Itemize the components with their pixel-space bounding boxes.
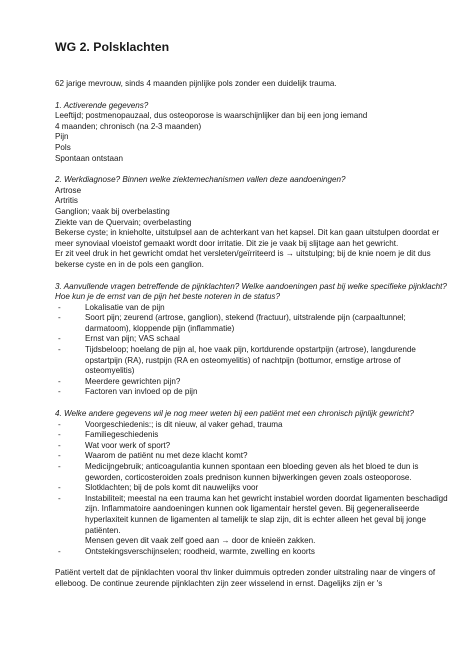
list-item: - Voorgeschiedenis:; is dit nieuw, al vaker gehad, trauma	[58, 419, 283, 429]
question-1: 1. Activerende gegevens?	[55, 100, 149, 110]
dash-bullet: -	[58, 313, 61, 323]
section1-line: Pijn	[55, 132, 69, 142]
dash-bullet: -	[58, 334, 61, 344]
dash-bullet: -	[58, 451, 61, 461]
section1-line: Leeftijd; postmenopauzaal, dus osteoporose is waarschijnlijker dan bij een jong iemand	[55, 111, 368, 121]
extra-data-list	[55, 420, 450, 537]
arrow-icon: →	[221, 536, 230, 546]
continuation-text: door de knieën zakken.	[231, 536, 316, 546]
dash-bullet: -	[58, 462, 61, 471]
question-2: 2. Werkdiagnose? Binnen welke ziektemechanismen vallen deze aandoeningen?	[55, 175, 346, 185]
note-text: uitstulping; bij de knie noem je dit dus bekerse cyste en in de pols een ganglion.	[55, 249, 431, 269]
dash-bullet: -	[58, 419, 61, 429]
dash-bullet: -	[58, 440, 61, 450]
diagnosis-line: Artritis	[55, 196, 78, 206]
list-item: - Ernst van pijn; VAS schaal	[58, 334, 180, 344]
diagnosis-line: Bekerse cyste; in knieholte, uitstulpsel aan de achterkant van het kapsel. Dit kan gaan uitstulpen doordat er meer synoviaal vloeistof gemaakt wordt door irritatie. Dit zie je vaak bij slijtage aan het gewricht.	[55, 228, 440, 248]
closing-paragraph: Patiënt vertelt dat de pijnklachten vooral thv linker duimmuis optreden zonder uitstraling naar de vingers of elleboog. De continue zeurende pijnklachten zijn zeer wisselend in ernst. Dagelijks zijn er 's	[55, 568, 436, 588]
dash-bullet: -	[58, 546, 61, 556]
section1-line: Pols	[55, 142, 71, 152]
list-item: - Slotklachten; bij de pols komt dit nauwelijks voor	[58, 483, 259, 493]
list-item: - Meerdere gewrichten pijn?	[58, 376, 181, 386]
list-item: - Lokalisatie van de pijn	[58, 302, 165, 312]
list-item: - Familiegeschiedenis	[58, 430, 159, 440]
pain-questions-list	[55, 303, 450, 398]
diagnosis-line: Ganglion; vaak bij overbelasting	[55, 206, 170, 216]
list-item-continuation	[55, 536, 450, 547]
document-content	[55, 40, 450, 590]
list-item: - Tijdsbeloop; hoelang de pijn al, hoe vaak pijn, kortdurende opstartpijn (artrose), langdurende opstartpijn (RA), rustpijn (RA en osteomyelitis) of nachtpijn (bottumor, ernstige artrose of osteomyelitis)	[58, 345, 416, 376]
list-item: - Ontstekingsverschijnselen; roodheid, warmte, zwelling en koorts	[58, 546, 315, 556]
arrow-icon: →	[285, 249, 294, 259]
section1-line: 4 maanden; chronisch (na 2-3 maanden)	[55, 121, 202, 131]
dash-bullet: -	[58, 302, 61, 312]
extra-data-list-end	[55, 547, 450, 558]
dash-bullet: -	[58, 483, 61, 493]
diagnosis-line: Ziekte van de Quervain; overbelasting	[55, 217, 192, 227]
list-item: - Factoren van invloed op de pijn	[58, 387, 198, 397]
diagnosis-note	[55, 249, 450, 270]
list-item: - Instabiliteit; meestal na een trauma kan het gewricht instabiel worden doordat ligamenten beschadigd zijn. Inflammatoire aandoeningen kunnen ook ligamentair herstel geven. Bij gegeneraliseerde hyperlaxiteit kunnen de ligamenten al tamelijk te slap zijn, dit is echter alleen het geval bij jonge patiënten.	[58, 493, 448, 535]
dash-bullet: -	[58, 376, 61, 386]
continuation-text: Mensen geven dit vaak zelf goed aan	[85, 536, 220, 546]
question-3: 3. Aanvullende vragen betreffende de pijnklachten? Welke aandoeningen past bij welke specifieke pijnklacht? Hoe kun je de ernst van de pijn het beste noteren in de status?	[55, 281, 447, 302]
dash-bullet: -	[58, 430, 61, 440]
note-text: Er zit veel druk in het gewricht omdat het versleten/geïrriteerd is	[55, 249, 284, 259]
section1-line: Spontaan ontstaan	[55, 153, 123, 163]
list-item: - Wat voor werk of sport?	[58, 440, 171, 450]
list-item: - Medicijngebruik; anticoagulantia kunnen spontaan een bloeding geven als het bloed te dun is geworden, corticosteroiden zoals prednison kunnen bijwerkingen geven zoals osteoporose.	[58, 462, 419, 482]
list-item: - Soort pijn; zeurend (artrose, ganglion), stekend (fractuur), uitstralende pijn (carpaaltunnel; darmatoom), kloppende pijn (inflammatie)	[58, 313, 406, 333]
dash-bullet: -	[58, 387, 61, 397]
page-title: WG 2. Polsklachten	[55, 40, 170, 54]
diagnosis-line: Artrose	[55, 185, 82, 195]
question-4: 4. Welke andere gegevens wil je nog meer weten bij een patiënt met een chronisch pijnlijk gewricht?	[55, 409, 414, 419]
dash-bullet: -	[58, 345, 61, 355]
case-intro: 62 jarige mevrouw, sinds 4 maanden pijnlijke pols zonder een duidelijk trauma.	[55, 79, 337, 88]
list-item: - Waarom de patiënt nu met deze klacht komt?	[58, 451, 248, 461]
dash-bullet: -	[58, 493, 61, 503]
